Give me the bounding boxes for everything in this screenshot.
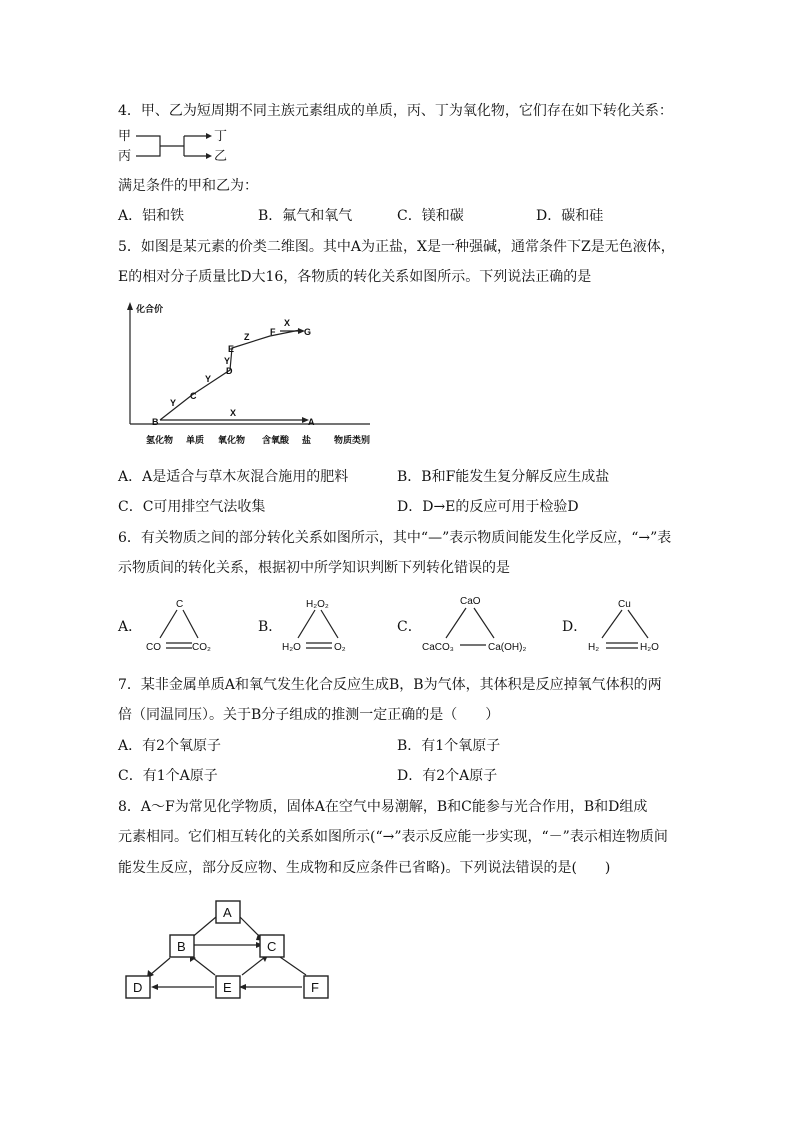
q6-d-double-arrow xyxy=(606,643,638,648)
q6-stem-line2: 示物质间的转化关系，根据初中所学知识判断下列转化错误的是 xyxy=(118,560,510,576)
q4-yi: 乙 xyxy=(214,148,228,163)
q5-point-c: C xyxy=(190,391,197,401)
q8-node-b-label: B xyxy=(177,939,186,954)
q6-option-b-diagram xyxy=(282,596,362,656)
q5-reagent-cd: Y xyxy=(205,374,212,384)
q7-option-a: A．有2个氧原子 xyxy=(118,738,222,754)
q6-option-c-label: C． xyxy=(397,619,422,635)
q5-stem-line1: 5．如图是某元素的价类二维图。其中A为正盐，X是一种强碱，通常条件下Z是无色液体， xyxy=(118,239,675,255)
q6-option-a-label: A． xyxy=(118,619,143,635)
q5-x-label: 物质类别 xyxy=(334,435,371,445)
q6-b-double-arrow xyxy=(306,643,332,648)
q6-d-line-left xyxy=(602,610,622,638)
q5-xtick-element: 单质 xyxy=(186,435,205,445)
q4-ding: 丁 xyxy=(214,128,228,143)
q4-stem: 4．甲、乙为短周期不同主族元素组成的单质，丙、丁为氧化物，它们存在如下转化关系： xyxy=(118,103,673,119)
q8-stem-line3: 能发生反应，部分反应物、生成物和反应条件已省略)。下列说法错误的是( ) xyxy=(118,860,611,876)
q8-line-e-b xyxy=(192,957,215,975)
q8-stem-line1: 8．A～F为常见化学物质，固体A在空气中易潮解，B和C能参与光合作用，B和D组成 xyxy=(118,799,648,815)
q5-xtick-salt: 盐 xyxy=(302,435,312,445)
q6-option-a-diagram xyxy=(146,596,216,656)
q4-option-a: A．铝和铁 xyxy=(118,208,185,224)
q6-c-top: CaO xyxy=(460,596,481,607)
q6-d-right: H₂O xyxy=(640,642,659,653)
q8-relationship-diagram xyxy=(120,895,340,1007)
q6-b-top: H₂O₂ xyxy=(306,599,329,610)
q6-b-right: O₂ xyxy=(334,642,346,653)
q6-c-line-left xyxy=(446,608,466,638)
q5-option-c: C．C可用排空气法收集 xyxy=(118,499,266,515)
q6-c-right: Ca(OH)₂ xyxy=(488,642,527,653)
q6-d-top: Cu xyxy=(618,599,631,610)
q6-b-line-left xyxy=(298,610,315,638)
q4-arrowhead-bottom xyxy=(206,153,212,159)
q5-option-d: D．D→E的反应可用于检验D xyxy=(397,499,579,515)
q5-y-label: 化合价 xyxy=(136,304,164,314)
q5-point-f: F xyxy=(270,327,276,337)
q5-xtick-oxyacid: 含氧酸 xyxy=(262,435,290,445)
q6-c-left: CaCO₃ xyxy=(422,642,454,653)
q6-option-b-label: B． xyxy=(258,619,283,635)
q4-arrowhead-top xyxy=(206,133,212,139)
q5-valence-class-diagram xyxy=(120,300,400,450)
q6-a-right: CO₂ xyxy=(192,642,211,653)
q5-reagent-ef: Z xyxy=(244,332,250,342)
q5-xtick-oxide: 氧化物 xyxy=(218,435,246,445)
q4-bing: 丙 xyxy=(118,148,132,163)
q6-b-left: H₂O xyxy=(282,642,301,653)
q4-jia: 甲 xyxy=(118,128,132,143)
q5-point-b: B xyxy=(152,417,159,427)
q5-reagent-fg: X xyxy=(284,318,291,328)
q8-node-c-label: C xyxy=(267,939,277,954)
q5-point-g: G xyxy=(304,327,312,337)
q8-node-e-label: E xyxy=(223,980,232,995)
q5-stem-line2: E的相对分子质量比D大16，各物质的转化关系如图所示。下列说法正确的是 xyxy=(118,269,592,285)
q4-bracket-left xyxy=(136,136,160,156)
q5-reagent-de: Y xyxy=(224,356,231,366)
q5-option-a: A．A是适合与草木灰混合施用的肥料 xyxy=(118,469,349,485)
q6-option-d-diagram xyxy=(588,596,668,656)
q5-xtick-hydride: 氢化物 xyxy=(146,435,174,445)
q5-point-e: E xyxy=(228,344,235,354)
q5-point-d: D xyxy=(226,366,233,376)
q6-a-top: C xyxy=(176,599,184,610)
q6-d-left: H₂ xyxy=(588,642,600,653)
q5-option-b: B．B和F能发生复分解反应生成盐 xyxy=(397,469,610,485)
q8-line-f-c xyxy=(280,957,306,975)
q4-conversion-diagram xyxy=(118,128,238,168)
q6-option-c-diagram xyxy=(422,596,532,656)
q4-option-c: C．镁和碳 xyxy=(397,208,464,224)
q6-a-line-right xyxy=(183,610,198,638)
q6-c-line-right xyxy=(474,608,494,638)
q6-b-line-right xyxy=(321,610,338,638)
q6-a-double-arrow xyxy=(166,643,192,648)
q5-reagent-bc: Y xyxy=(170,398,177,408)
q8-stem-line2: 元素相同。它们相互转化的关系如图所示(“→”表示反应能一步实现，“－”表示相连物质间 xyxy=(118,829,668,845)
q7-stem-line2: 倍（同温同压）。关于B分子组成的推测一定正确的是（ ） xyxy=(118,707,500,723)
q8-node-d-label: D xyxy=(133,980,143,995)
q4-option-b: B．氟气和氧气 xyxy=(258,208,353,224)
q6-option-d-label: D． xyxy=(562,619,588,635)
q8-node-a-label: A xyxy=(223,905,232,920)
q8-line-b-d xyxy=(150,958,170,975)
q6-a-left: CO xyxy=(146,642,161,653)
q6-stem-line1: 6．有关物质之间的部分转化关系如图所示，其中“—”表示物质间能发生化学反应，“→”表 xyxy=(118,530,672,546)
q5-y-axis-arrow xyxy=(127,302,133,310)
q4-sub: 满足条件的甲和乙为： xyxy=(118,178,258,194)
q8-line-e-c xyxy=(242,957,265,975)
q8-node-f-label: F xyxy=(311,980,319,995)
q5-reagent-ba: X xyxy=(230,408,237,418)
q7-option-c: C．有1个A原子 xyxy=(118,768,218,784)
q6-d-line-right xyxy=(628,610,648,638)
q7-option-b: B．有1个氧原子 xyxy=(397,738,501,754)
q5-point-a: A xyxy=(308,417,315,427)
q8-arrowhead-e-d xyxy=(151,984,158,990)
q6-a-line-left xyxy=(160,610,177,638)
q7-option-d: D．有2个A原子 xyxy=(397,768,498,784)
q7-stem-line1: 7．某非金属单质A和氧气发生化合反应生成B，B为气体，其体积是反应掉氧气体积的两 xyxy=(118,677,662,693)
q4-option-d: D．碳和硅 xyxy=(536,208,604,224)
